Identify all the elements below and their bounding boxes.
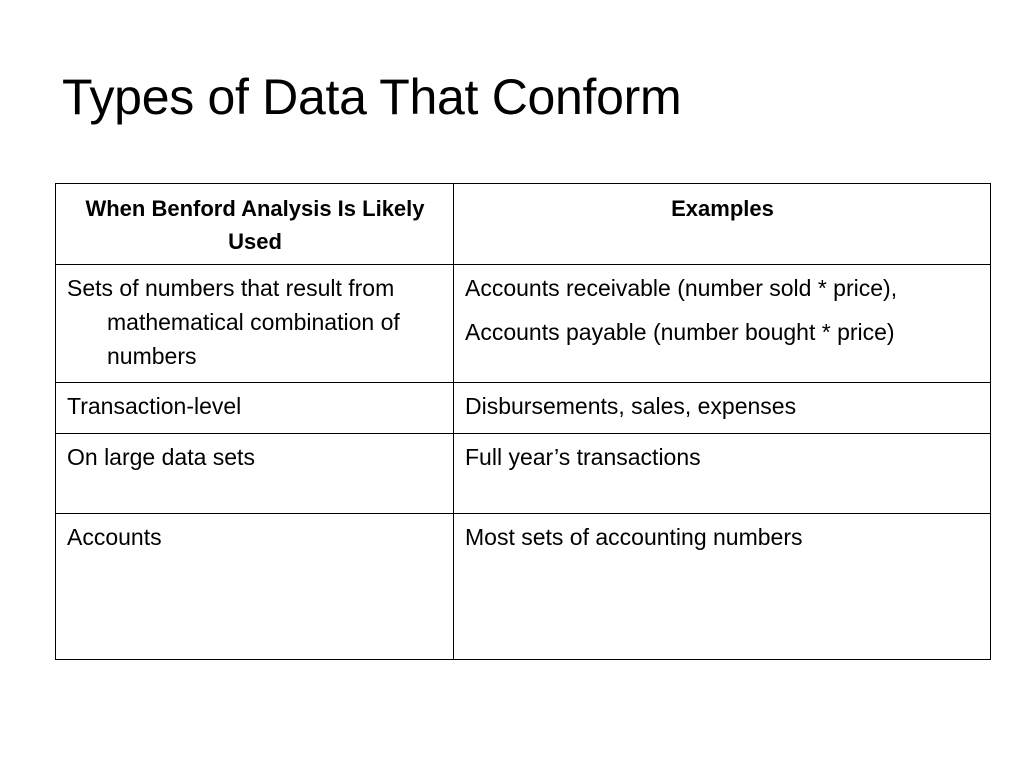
cell-text: Sets of numbers that result from mathematical combination of numbers (67, 275, 400, 369)
cell-text: Disbursements, sales, expenses (465, 393, 797, 419)
table-row (56, 514, 991, 660)
table-cell-examples (454, 383, 991, 434)
slide-title: Types of Data That Conform (62, 69, 682, 125)
cell-text: Accounts receivable (number sold * price), (465, 275, 898, 301)
column-header-when: When Benford Analysis Is Likely Used (56, 184, 454, 265)
table-header-row (56, 184, 991, 265)
table-cell-when (56, 514, 454, 660)
table-cell-examples (454, 434, 991, 514)
table-cell-when (56, 434, 454, 514)
table-cell-when (56, 383, 454, 434)
cell-text: Accounts (67, 524, 162, 550)
table-cell-when (56, 265, 454, 383)
table-cell-examples (454, 265, 991, 383)
benford-table (55, 183, 991, 660)
cell-text: Full year’s transactions (465, 444, 701, 470)
table-row (56, 434, 991, 514)
cell-text: Transaction-level (67, 393, 242, 419)
column-header-examples: Examples (454, 184, 991, 265)
cell-text: Accounts payable (number bought * price) (465, 319, 895, 345)
table-row (56, 265, 991, 383)
cell-text: On large data sets (67, 444, 255, 470)
table-row (56, 383, 991, 434)
cell-text: Most sets of accounting numbers (465, 524, 803, 550)
table-cell-examples (454, 514, 991, 660)
